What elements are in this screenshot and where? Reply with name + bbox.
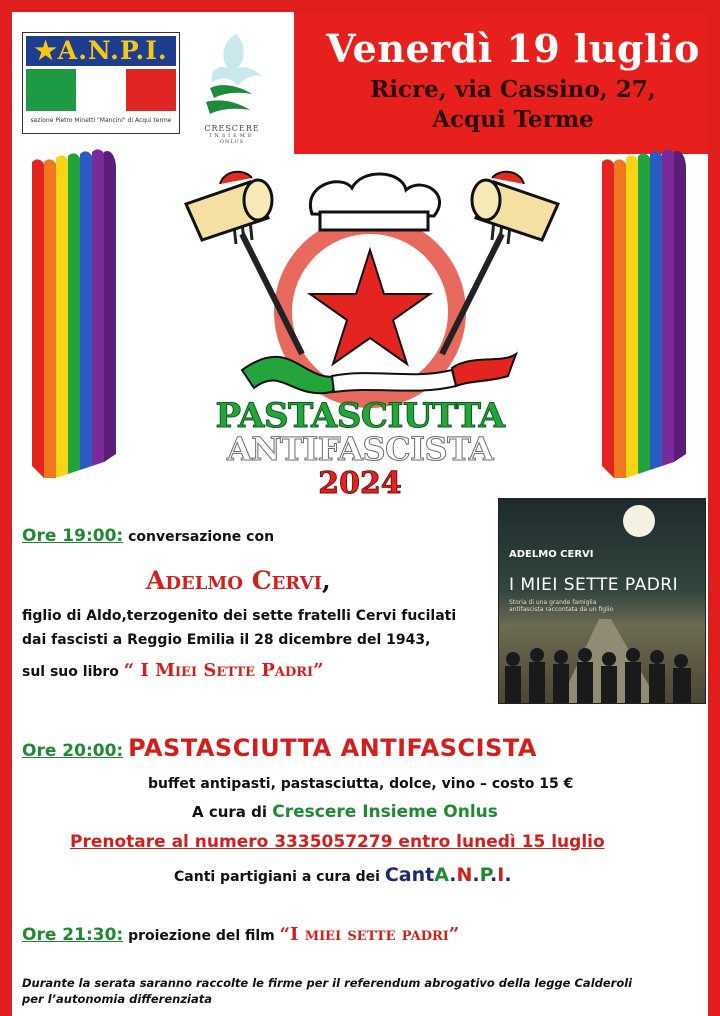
program-item-1900: [22, 526, 274, 546]
guest-details-line3: sul suo libro “ I Miei Sette Padri”: [22, 660, 324, 681]
event-title-line2: ANTIFASCISTA: [226, 430, 494, 468]
program-text: proiezione del film: [128, 928, 275, 944]
film-title: “I miei sette padri”: [279, 924, 460, 945]
poster: [12, 12, 708, 1016]
venue-city: Acqui Terme: [432, 106, 594, 133]
organizer-line: A cura di Crescere Insieme Onlus: [192, 802, 498, 822]
book-cover: [498, 498, 706, 704]
book-title: I MIEI SETTE PADRI: [509, 575, 679, 595]
book-author: ADELMO CERVI: [509, 549, 594, 560]
footer-note-line2: per l’autonomia differenziata: [22, 992, 212, 1006]
songs-line: Canti partigiani a cura dei CantA.N.P.I.: [174, 864, 512, 886]
pasta-icon: [186, 172, 272, 240]
moon-icon: [623, 505, 655, 537]
header-banner: [294, 12, 708, 154]
time-label: Ore 21:30:: [22, 925, 124, 945]
footer-note-line1: Durante la serata saranno raccolte le firme per il referendum abrogativo della legge Calderoli: [22, 976, 633, 990]
event-date: Venerdì 19 luglio: [326, 26, 700, 71]
venue-address: Ricre, via Cassino, 27,: [370, 76, 656, 103]
guest-details-line2: dai fascisti a Reggio Emilia il 28 dicembre del 1943,: [22, 632, 431, 648]
organizer-name: Crescere Insieme Onlus: [272, 802, 498, 822]
crescere-insieme-logo: [192, 28, 272, 148]
event-title-year: 2024: [318, 466, 402, 501]
book-title-quote: “ I Miei Sette Padri”: [123, 660, 324, 681]
menu-line: buffet antipasti, pastasciutta, dolce, vino – costo 15 €: [148, 776, 574, 792]
italian-flag-icon: [26, 69, 176, 111]
anpi-logo-name: ★A.N.P.I.: [26, 36, 176, 66]
dove-icon: [192, 28, 272, 124]
program-item-2130: [22, 924, 459, 945]
anpi-logo-caption: sezione Pietro Minetti "Mancini" di Acqui terme: [30, 117, 172, 124]
pasta-icon: [472, 172, 558, 240]
crescere-logo-text: CRESCERE INSIEME ONLUS: [204, 124, 260, 145]
cantanpi-name: CantA.N.P.I.: [384, 864, 512, 886]
booking-line: Prenotare al numero 3335057279 entro lunedì 15 luglio: [70, 832, 605, 852]
guest-name: Adelmo Cervi: [146, 566, 323, 595]
guest-details-line1: figlio di Aldo,terzogenito dei sette fratelli Cervi fucilati: [22, 608, 457, 624]
event-title-line1: PASTASCIUTTA: [215, 396, 505, 436]
time-label: Ore 20:00:: [22, 741, 124, 761]
pastasciutta-emblem: [172, 154, 572, 424]
program-headline: PASTASCIUTTA ANTIFASCISTA: [128, 734, 537, 762]
anpi-logo: [22, 32, 180, 134]
star-icon: ★: [34, 36, 58, 65]
program-item-2000: [22, 734, 537, 762]
guest-name-line: Adelmo Cervi,: [146, 566, 331, 595]
program-text: conversazione con: [128, 529, 275, 545]
chef-hat-icon: [310, 174, 439, 230]
book-subtitle: Storia di una grande famiglia antifascista raccontata da un figlio: [509, 599, 614, 613]
time-label: Ore 19:00:: [22, 526, 124, 546]
